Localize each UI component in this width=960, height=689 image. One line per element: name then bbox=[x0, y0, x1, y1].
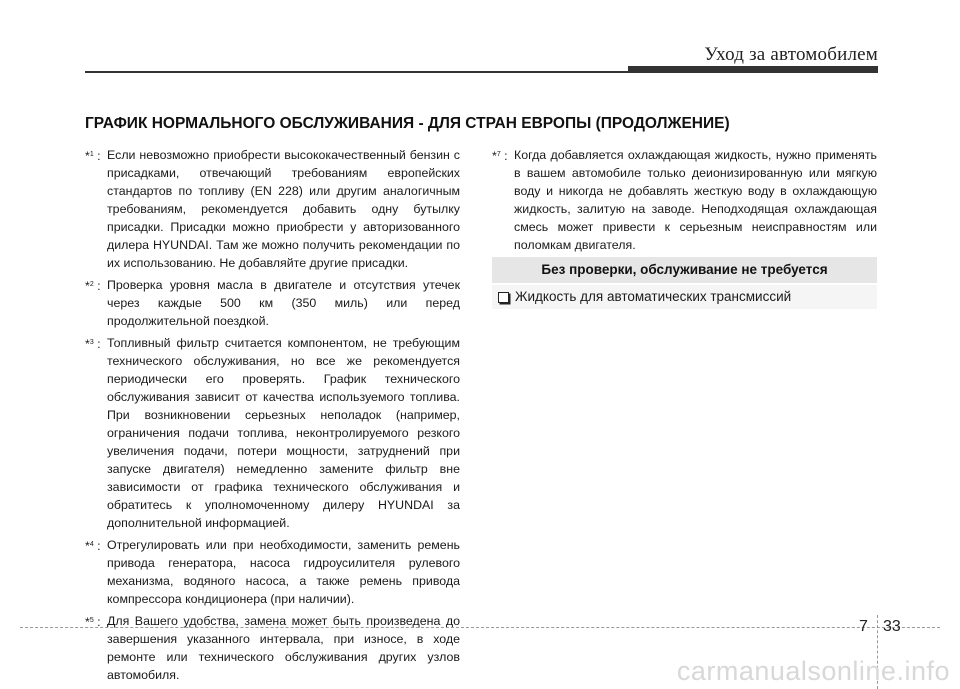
footnote-text: Для Вашего удобства, замена может быть произведена до завершения указанного интервала, при износе, в ходе ремонте или технического обслуживания других узлов автомобиля. bbox=[107, 614, 460, 682]
header-rule-thick bbox=[628, 66, 878, 73]
watermark: carmanualsonline.info bbox=[676, 656, 950, 686]
footnote bbox=[85, 146, 460, 272]
table-row bbox=[492, 285, 877, 309]
section-title: ГРАФИК НОРМАЛЬНОГО ОБСЛУЖИВАНИЯ - ДЛЯ СТРАН ЕВРОПЫ (ПРОДОЛЖЕНИЕ) bbox=[85, 115, 730, 132]
footnote bbox=[492, 146, 877, 254]
footnote bbox=[85, 536, 460, 608]
checkbox-icon bbox=[498, 292, 509, 303]
footnote bbox=[85, 334, 460, 532]
footnote bbox=[85, 276, 460, 330]
chapter-number: 7 bbox=[859, 618, 868, 635]
notes-left-column bbox=[85, 146, 460, 688]
footnote-marker: *$^3$ : bbox=[85, 337, 101, 351]
footnote-marker: *$^2$ : bbox=[85, 279, 101, 293]
footnote bbox=[85, 612, 460, 684]
footnote-marker: *$^5$ : bbox=[85, 615, 101, 629]
footnote-text: Топливный фильтр считается компонентом, не требующим технического обслуживания, но все же рекомендуется периодически его проверять. График технического обслуживания зависит от качества используемого топлива. При возникновении серьезных неполадок (например, ограничения подачи топлива, неконтролируемого резкого увеличения подачи, потери мощности, затруднений при запуске двигателя) немедленно замените фильтр вне зависимости от графика технического обслуживания и обратитесь к уполномоченному дилеру HYUNDAI за дополнительной информацией. bbox=[107, 336, 460, 530]
footnote-text: Отрегулировать или при необходимости, заменить ремень привода генератора, насоса гидроусилителя рулевого механизма, водяного насоса, а также ремень привода компрессора кондиционера (при наличии). bbox=[107, 538, 460, 606]
footer-divider bbox=[20, 627, 940, 628]
running-header-title: Уход за автомобилем bbox=[704, 44, 878, 65]
header-rule-thin bbox=[85, 71, 630, 73]
maintenance-table bbox=[492, 257, 877, 309]
footnote-marker: *$^7$ : bbox=[492, 149, 508, 163]
table-row-label: Жидкость для автоматических трансмиссий bbox=[515, 289, 792, 304]
table-header: Без проверки, обслуживание не требуется bbox=[492, 257, 877, 283]
footnote-text: Проверка уровня масла в двигателе и отсутствия утечек через каждые 500 км (350 миль) или перед продолжительной поездкой. bbox=[107, 278, 460, 328]
footnote-text: Если невозможно приобрести высококачественный бензин с присадками, отвечающий требованиям европейских стандартов по топливу (EN 228) или другим аналогичным требованиям, рекомендуется добавить одну бутылку присадки. Присадки можно приобрести у авторизованного дилера HYUNDAI. Там же можно получить рекомендации по их использованию. Не добавляйте другие присадки. bbox=[107, 148, 460, 270]
footnote-marker: *$^1$ : bbox=[85, 149, 101, 163]
footnote-marker: *$^4$ : bbox=[85, 539, 101, 553]
page-number: 33 bbox=[883, 618, 901, 635]
notes-right-column bbox=[492, 146, 877, 258]
footnote-text: Когда добавляется охлаждающая жидкость, нужно применять в вашем автомобиле только деионизированную или мягкую воду и никогда не добавлять жесткую воду в охлаждающую жидкость, залитую на заводе. Неподходящая охлаждающая смесь может привести к серьезным неисправностям или поломкам двигателя. bbox=[514, 148, 877, 252]
